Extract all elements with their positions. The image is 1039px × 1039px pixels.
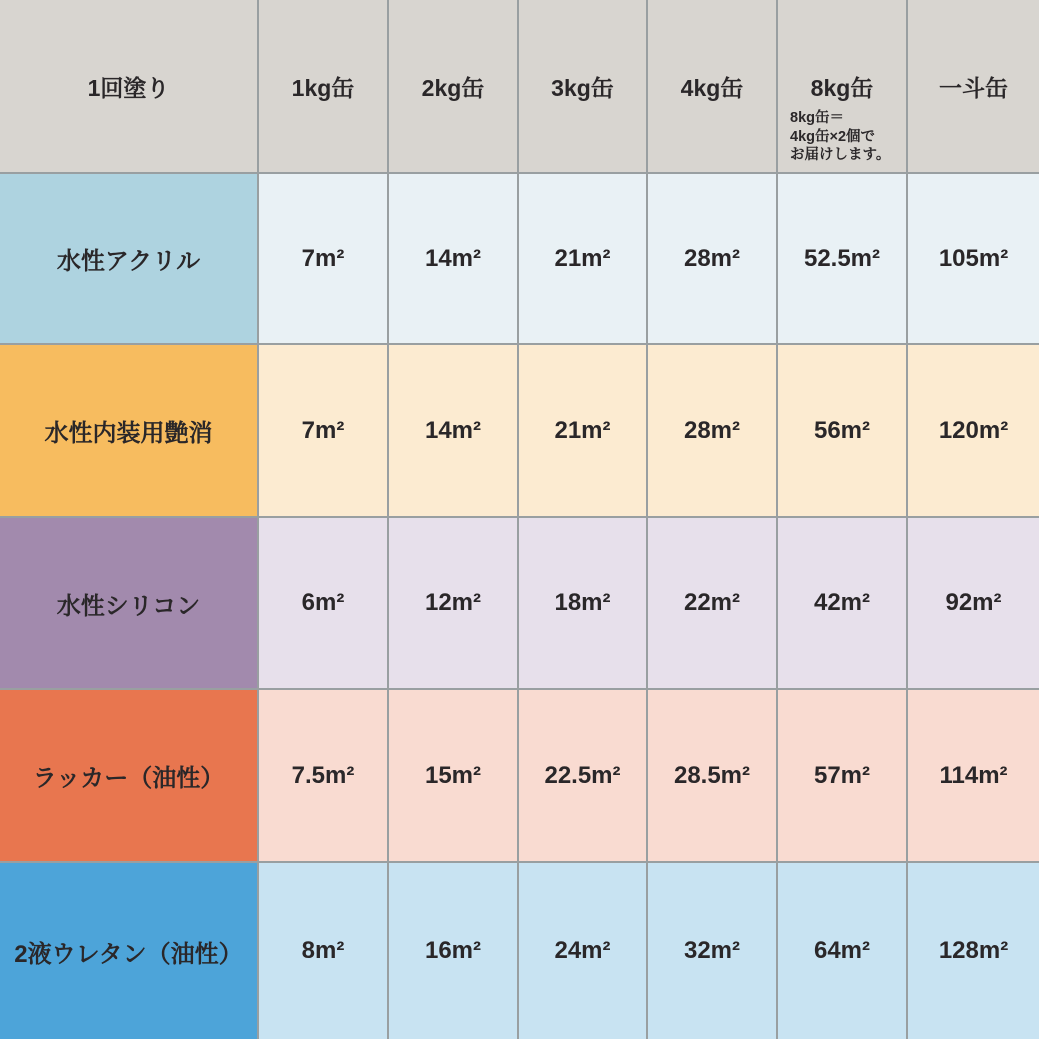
header-cell-coat-count bbox=[0, 0, 259, 174]
value-cell: 21m² bbox=[519, 174, 648, 345]
row-label-suisei-silicone: 水性シリコン bbox=[0, 518, 259, 690]
value-cell: 7m² bbox=[259, 174, 389, 345]
note-line: 8kg缶＝ bbox=[790, 110, 844, 127]
value-cell: 7.5m² bbox=[259, 690, 389, 863]
header-label: 1kg缶 bbox=[291, 74, 355, 101]
value-cell: 15m² bbox=[389, 690, 519, 863]
header-label: 1回塗り bbox=[87, 74, 170, 101]
value-cell: 52.5m² bbox=[778, 174, 908, 345]
value-cell: 28m² bbox=[648, 345, 778, 518]
header-cell-1kg bbox=[259, 0, 389, 174]
value-cell: 14m² bbox=[389, 174, 519, 345]
value-cell: 22m² bbox=[648, 518, 778, 690]
value-cell: 64m² bbox=[778, 863, 908, 1039]
value-cell: 28m² bbox=[648, 174, 778, 345]
value-cell: 21m² bbox=[519, 345, 648, 518]
note-line: お届けします。 bbox=[790, 147, 891, 164]
header-cell-8kg bbox=[778, 0, 908, 174]
header-label: 8kg缶 bbox=[810, 74, 874, 101]
value-cell: 56m² bbox=[778, 345, 908, 518]
value-cell: 120m² bbox=[908, 345, 1039, 518]
value-cell: 22.5m² bbox=[519, 690, 648, 863]
value-cell: 28.5m² bbox=[648, 690, 778, 863]
header-label: 4kg缶 bbox=[680, 74, 744, 101]
header-label: 一斗缶 bbox=[939, 74, 1008, 101]
row-label-suisei-acrylic: 水性アクリル bbox=[0, 174, 259, 345]
header-label: 3kg缶 bbox=[551, 74, 614, 101]
value-cell: 114m² bbox=[908, 690, 1039, 863]
header-cell-2kg bbox=[389, 0, 519, 174]
header-cell-4kg bbox=[648, 0, 778, 174]
header-label: 2kg缶 bbox=[421, 74, 485, 101]
header-cell-itto bbox=[908, 0, 1039, 174]
header-cell-3kg bbox=[519, 0, 648, 174]
value-cell: 16m² bbox=[389, 863, 519, 1039]
value-cell: 14m² bbox=[389, 345, 519, 518]
value-cell: 92m² bbox=[908, 518, 1039, 690]
value-cell: 8m² bbox=[259, 863, 389, 1039]
value-cell: 6m² bbox=[259, 518, 389, 690]
value-cell: 12m² bbox=[389, 518, 519, 690]
row-label-lacquer-oil: ラッカー（油性） bbox=[0, 690, 259, 863]
value-cell: 7m² bbox=[259, 345, 389, 518]
value-cell: 42m² bbox=[778, 518, 908, 690]
value-cell: 18m² bbox=[519, 518, 648, 690]
8kg-delivery-note bbox=[790, 109, 890, 165]
row-label-suisei-naisou-tsuyakeshi: 水性内装用艶消 bbox=[0, 345, 259, 518]
value-cell: 105m² bbox=[908, 174, 1039, 345]
row-label-urethane-oil: 2液ウレタン（油性） bbox=[0, 863, 259, 1039]
note-line: 4kg缶×2個で bbox=[790, 128, 876, 145]
value-cell: 24m² bbox=[519, 863, 648, 1039]
value-cell: 128m² bbox=[908, 863, 1039, 1039]
value-cell: 32m² bbox=[648, 863, 778, 1039]
value-cell: 57m² bbox=[778, 690, 908, 863]
